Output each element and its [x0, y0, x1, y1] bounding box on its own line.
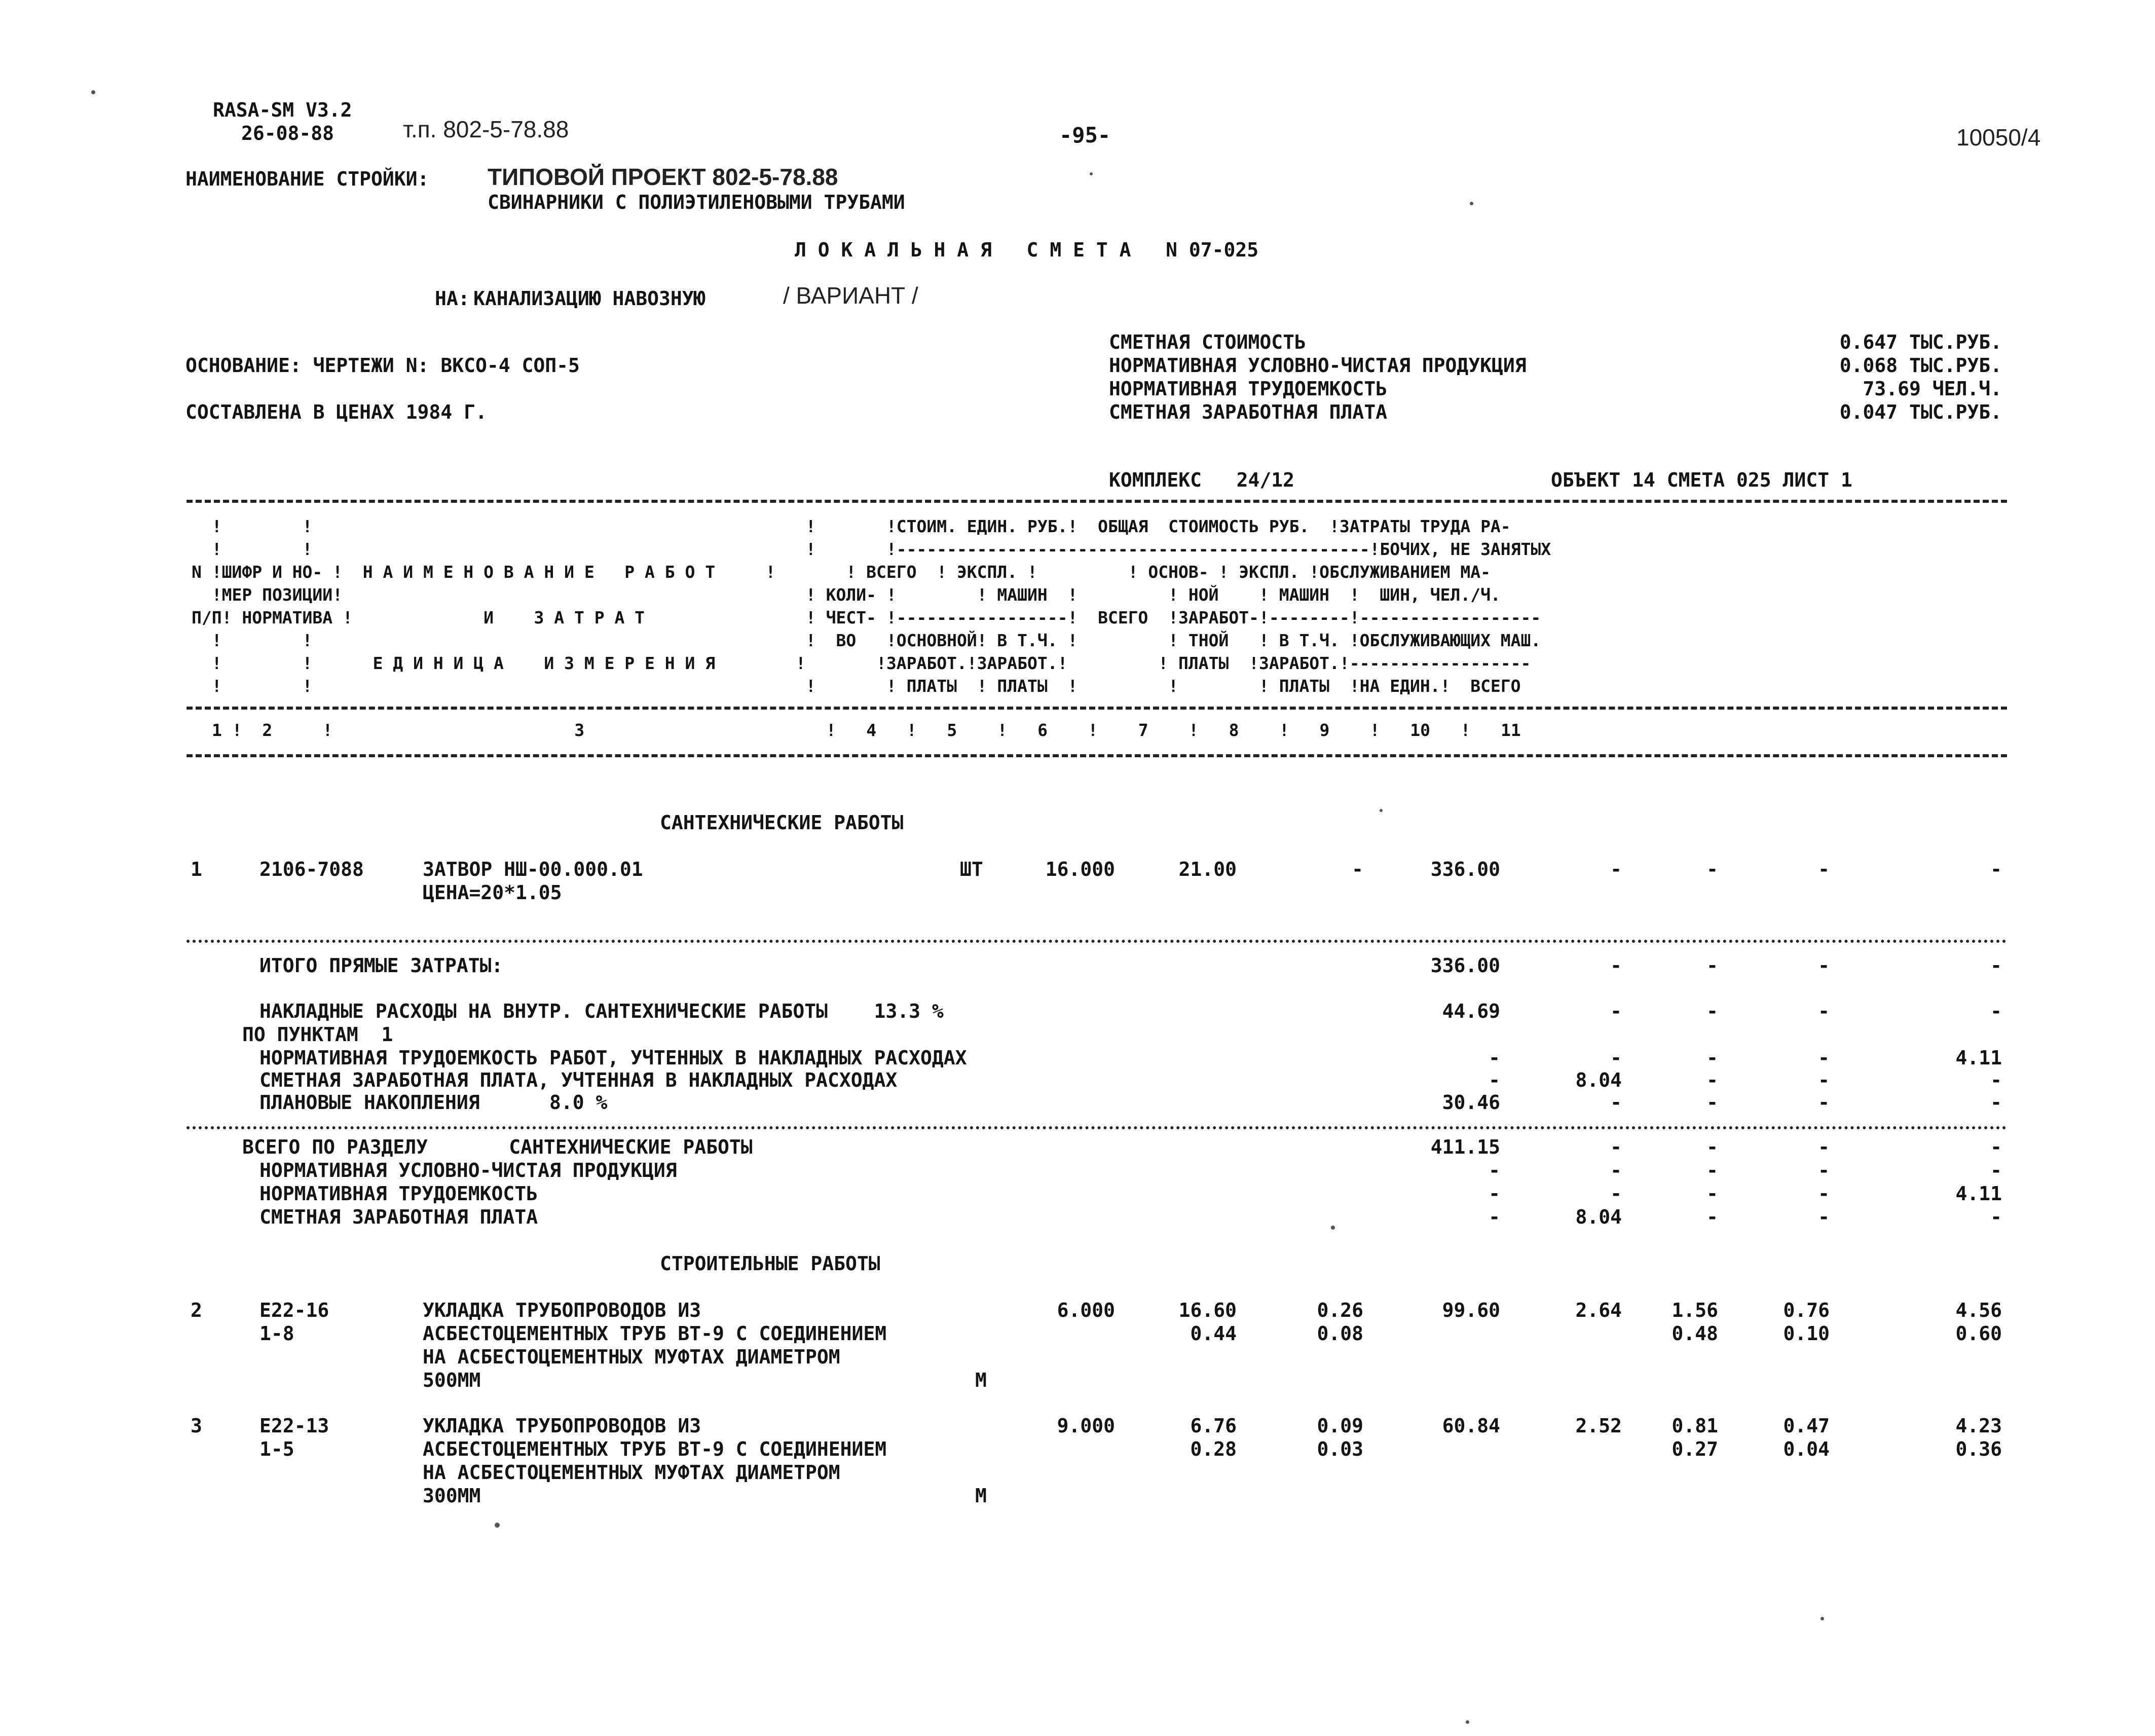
- total-value: -: [1818, 1000, 1830, 1022]
- row-unit: ШТ: [960, 858, 983, 880]
- row-unit-cost-total: 6.76: [1190, 1415, 1237, 1437]
- labor-overhead-label: НОРМАТИВНАЯ ТРУДОЕМКОСТЬ РАБОТ, УЧТЕННЫХ В НАКЛАДНЫХ РАСХОДАХ: [259, 1047, 967, 1069]
- project-reference: т.п. 802-5-78.88: [403, 116, 569, 142]
- total-value: -: [1489, 1047, 1500, 1069]
- row-base-wage: -: [1610, 858, 1622, 880]
- total-value: -: [1610, 1091, 1622, 1114]
- scan-speck: [495, 1523, 500, 1528]
- row-base-wage: 2.52: [1575, 1415, 1622, 1437]
- total-value: 8.04: [1575, 1069, 1622, 1091]
- total-value: -: [1990, 1159, 2002, 1181]
- direct-costs-label: ИТОГО ПРЯМЫЕ ЗАТРАТЫ:: [259, 954, 503, 977]
- price-level-line: СОСТАВЛЕНА В ЦЕНАХ 1984 Г.: [185, 401, 487, 423]
- nup-label: НОРМАТИВНАЯ УСЛОВНО-ЧИСТАЯ ПРОДУКЦИЯ: [259, 1159, 677, 1181]
- for-label: НА:: [435, 287, 470, 310]
- scan-speck: [1470, 202, 1473, 205]
- total-value: -: [1818, 1069, 1830, 1091]
- summary-label: НОРМАТИВНАЯ УСЛОВНО-ЧИСТАЯ ПРОДУКЦИЯ: [1109, 354, 1527, 377]
- row-labor-per-unit: 0.47: [1783, 1415, 1830, 1437]
- row-unit-base-wage: 0.44: [1190, 1322, 1237, 1345]
- scan-speck: [1820, 1617, 1824, 1620]
- total-value: -: [1610, 1136, 1622, 1158]
- row-code-sub: 1-5: [259, 1438, 294, 1460]
- header-bottom-rule: [187, 754, 2007, 757]
- header-line: ! ! ! !-----------------------------------------------!БОЧИХ, НЕ ЗАНЯТЫХ: [192, 539, 1551, 559]
- total-value: -: [1610, 954, 1622, 977]
- row-machines-wage: 0.27: [1671, 1438, 1718, 1460]
- row-machines-cost: 1.56: [1671, 1299, 1718, 1321]
- row-name-line: УКЛАДКА ТРУБОПРОВОДОВ ИЗ: [423, 1299, 701, 1321]
- row-quantity: 6.000: [1057, 1299, 1115, 1321]
- total-value: -: [1706, 1159, 1718, 1181]
- total-value: -: [1818, 1091, 1830, 1114]
- by-items-label: ПО ПУНКТАМ 1: [242, 1023, 393, 1046]
- row-machine-labor-total: 0.60: [1955, 1322, 2002, 1345]
- total-value: -: [1990, 1091, 2002, 1114]
- scan-speck: [1090, 172, 1093, 175]
- row-total-cost: 336.00: [1430, 858, 1500, 880]
- total-value: -: [1489, 1159, 1500, 1181]
- scan-speck: [1466, 1720, 1469, 1724]
- total-value: -: [1610, 1000, 1622, 1022]
- row-machine-labor-per-unit: 0.04: [1783, 1438, 1830, 1460]
- total-value: -: [1990, 954, 2002, 977]
- planned-savings-label: ПЛАНОВЫЕ НАКОПЛЕНИЯ 8.0 %: [259, 1091, 608, 1114]
- row-machine-labor-total: 0.36: [1955, 1438, 2002, 1460]
- row-unit-machine-wage: 0.03: [1317, 1438, 1363, 1460]
- row-unit-base-wage: 0.28: [1190, 1438, 1237, 1460]
- construction-subtitle: СВИНАРНИКИ С ПОЛИЭТИЛЕНОВЫМИ ТРУБАМИ: [488, 191, 905, 213]
- summary-value: 73.69 ЧЕЛ.Ч.: [1863, 378, 2002, 400]
- total-value: 4.11: [1955, 1047, 2002, 1069]
- header-line: ! ! ! ВО !ОСНОВНОЙ! В Т.Ч. ! ! ТНОЙ ! В Т.Ч. !ОБСЛУЖИВАЮЩИХ МАШ.: [192, 631, 1541, 650]
- total-value: -: [1818, 1136, 1830, 1158]
- header-line: !МЕР ПОЗИЦИИ! ! КОЛИ- ! ! МАШИН ! ! НОЙ ! МАШИН ! ШИН, ЧЕЛ./Ч.: [192, 585, 1501, 605]
- total-value: 4.11: [1955, 1183, 2002, 1205]
- header-rule: [187, 707, 2007, 710]
- total-value: 336.00: [1430, 954, 1500, 977]
- total-value: -: [1706, 1183, 1718, 1205]
- section-title: САНТЕХНИЧЕСКИЕ РАБОТЫ: [660, 811, 904, 834]
- header-line: N !ШИФР И НО- ! Н А И М Е Н О В А Н И Е Р А Б О Т ! ! ВСЕГО ! ЭКСПЛ. ! ! ОСНОВ- ! ЭКСПЛ. !ОБСЛУЖИВАНИЕМ МА-: [192, 562, 1491, 582]
- row-labor-total: 4.56: [1955, 1299, 2002, 1321]
- header-line: ! ! ! ! ПЛАТЫ ! ПЛАТЫ ! ! ! ПЛАТЫ !НА ЕДИН.! ВСЕГО: [192, 676, 1521, 696]
- row-machines-cost: -: [1706, 858, 1718, 880]
- total-value: -: [1818, 1183, 1830, 1205]
- total-value: -: [1706, 1000, 1718, 1022]
- total-value: -: [1489, 1206, 1500, 1228]
- summary-value: 0.047 ТЫС.РУБ.: [1839, 401, 2002, 423]
- total-value: 411.15: [1430, 1136, 1500, 1158]
- total-value: 30.46: [1442, 1091, 1500, 1114]
- row-labor-total: -: [1990, 858, 2002, 880]
- header-line: П/П! НОРМАТИВА ! И З А Т Р А Т ! ЧЕСТ- !-----------------! ВСЕГО !ЗАРАБОТ-!--------!------------------: [192, 608, 1541, 627]
- row-base-wage: 2.64: [1575, 1299, 1622, 1321]
- header-line: ! ! Е Д И Н И Ц А И З М Е Р Е Н И Я ! !ЗАРАБОТ.!ЗАРАБОТ.! ! ПЛАТЫ !ЗАРАБОТ.!------------------: [192, 653, 1531, 673]
- summary-label: НОРМАТИВНАЯ ТРУДОЕМКОСТЬ: [1109, 378, 1388, 400]
- total-value: -: [1990, 1136, 2002, 1158]
- total-value: -: [1706, 1136, 1718, 1158]
- row-name-line: УКЛАДКА ТРУБОПРОВОДОВ ИЗ: [423, 1415, 701, 1437]
- column-numbers: 1 ! 2 ! 3 ! 4 ! 5 ! 6 ! 7 ! 8 ! 9 ! 10 ! 11: [212, 720, 1521, 740]
- row-labor-per-unit: -: [1818, 858, 1830, 880]
- row-unit-cost-machines: 0.09: [1317, 1415, 1363, 1437]
- total-value: -: [1610, 1159, 1622, 1181]
- total-value: -: [1818, 1206, 1830, 1228]
- row-code: Е22-16: [259, 1299, 329, 1321]
- row-number: 1: [191, 858, 202, 880]
- total-value: -: [1610, 1183, 1622, 1205]
- total-value: -: [1706, 954, 1718, 977]
- total-value: -: [1706, 1206, 1718, 1228]
- overhead-label: НАКЛАДНЫЕ РАСХОДЫ НА ВНУТР. САНТЕХНИЧЕСКИЕ РАБОТЫ 13.3 %: [259, 1000, 944, 1022]
- row-unit-cost-total: 21.00: [1178, 858, 1237, 880]
- scan-speck: [1331, 1226, 1335, 1230]
- print-date: 26-08-88: [241, 122, 335, 144]
- row-name-line: ЦЕНА=20*1.05: [423, 881, 562, 904]
- total-value: 8.04: [1575, 1206, 1622, 1228]
- row-total-cost: 99.60: [1442, 1299, 1500, 1321]
- row-name-line: НА АСБЕСТОЦЕМЕНТНЫХ МУФТАХ ДИАМЕТРОМ: [423, 1461, 840, 1484]
- construction-label: НАИМЕНОВАНИЕ СТРОЙКИ:: [185, 168, 429, 190]
- variant-note: / ВАРИАНТ /: [783, 282, 918, 309]
- scan-speck: [91, 90, 95, 94]
- row-unit-machine-wage: 0.08: [1317, 1322, 1363, 1345]
- wage-overhead-label: СМЕТНАЯ ЗАРАБОТНАЯ ПЛАТА, УЧТЕННАЯ В НАКЛАДНЫХ РАСХОДАХ: [259, 1069, 898, 1091]
- dotted-rule: [187, 940, 2007, 943]
- row-quantity: 16.000: [1045, 858, 1115, 880]
- total-value: -: [1990, 1000, 2002, 1022]
- row-unit-cost-total: 16.60: [1178, 1299, 1237, 1321]
- row-labor-per-unit: 0.76: [1783, 1299, 1830, 1321]
- page-number: -95-: [1059, 123, 1111, 147]
- total-value: 44.69: [1442, 1000, 1500, 1022]
- summary-value: 0.068 ТЫС.РУБ.: [1839, 354, 2002, 377]
- row-labor-total: 4.23: [1955, 1415, 2002, 1437]
- total-value: -: [1818, 1047, 1830, 1069]
- row-name-line: НА АСБЕСТОЦЕМЕНТНЫХ МУФТАХ ДИАМЕТРОМ: [423, 1346, 840, 1368]
- total-value: -: [1489, 1183, 1500, 1205]
- total-value: -: [1706, 1047, 1718, 1069]
- sheet-reference: 10050/4: [1956, 124, 2041, 151]
- total-value: -: [1818, 954, 1830, 977]
- header-line: ! ! ! !СТОИМ. ЕДИН. РУБ.! ОБЩАЯ СТОИМОСТЬ РУБ. !ЗАТРАТЫ ТРУДА РА-: [192, 516, 1511, 536]
- row-machines-cost: 0.81: [1671, 1415, 1718, 1437]
- dotted-rule: [187, 1126, 2007, 1129]
- total-value: -: [1706, 1091, 1718, 1114]
- row-code: 2106-7088: [259, 858, 364, 880]
- row-unit-cost-machines: 0.26: [1317, 1299, 1363, 1321]
- program-name: RASA-SM V3.2: [213, 99, 352, 121]
- row-machine-labor-per-unit: 0.10: [1783, 1322, 1830, 1345]
- row-name-line: АСБЕСТОЦЕМЕНТНЫХ ТРУБ ВТ-9 С СОЕДИНЕНИЕМ: [423, 1322, 887, 1345]
- total-value: -: [1818, 1159, 1830, 1181]
- row-number: 3: [191, 1415, 202, 1437]
- row-name-line: 300ММ: [423, 1485, 481, 1507]
- summary-value: 0.647 ТЫС.РУБ.: [1839, 331, 2002, 353]
- table-top-rule: [187, 500, 2007, 503]
- for-value: КАНАЛИЗАЦИЮ НАВОЗНУЮ: [473, 287, 705, 310]
- section-title: СТРОИТЕЛЬНЫЕ РАБОТЫ: [660, 1252, 880, 1275]
- total-value: -: [1990, 1206, 2002, 1228]
- row-number: 2: [191, 1299, 202, 1321]
- total-value: -: [1489, 1069, 1500, 1091]
- wage-label: СМЕТНАЯ ЗАРАБОТНАЯ ПЛАТА: [259, 1206, 538, 1228]
- total-value: -: [1706, 1069, 1718, 1091]
- labor-label: НОРМАТИВНАЯ ТРУДОЕМКОСТЬ: [259, 1183, 538, 1205]
- summary-label: СМЕТНАЯ ЗАРАБОТНАЯ ПЛАТА: [1109, 401, 1388, 423]
- row-name-line: 500ММ: [423, 1369, 481, 1391]
- row-code-sub: 1-8: [259, 1322, 294, 1345]
- summary-label: СМЕТНАЯ СТОИМОСТЬ: [1109, 331, 1306, 353]
- total-value: -: [1610, 1047, 1622, 1069]
- row-code: Е22-13: [259, 1415, 329, 1437]
- total-value: -: [1990, 1069, 2002, 1091]
- construction-value: ТИПОВОЙ ПРОЕКТ 802-5-78.88: [488, 164, 838, 190]
- document-title: Л О К А Л Ь Н А Я С М Е Т А N 07-025: [795, 239, 1259, 261]
- section-total-label: ВСЕГО ПО РАЗДЕЛУ САНТЕХНИЧЕСКИЕ РАБОТЫ: [242, 1136, 753, 1158]
- complex-line: КОМПЛЕКС 24/12: [1109, 469, 1295, 491]
- basis-line: ОСНОВАНИЕ: ЧЕРТЕЖИ N: ВКСО-4 СОП-5: [185, 354, 580, 377]
- row-machines-wage: 0.48: [1671, 1322, 1718, 1345]
- row-name-line: АСБЕСТОЦЕМЕНТНЫХ ТРУБ ВТ-9 С СОЕДИНЕНИЕМ: [423, 1438, 887, 1460]
- scan-speck: [1380, 809, 1383, 812]
- row-total-cost: 60.84: [1442, 1415, 1500, 1437]
- row-name-line: ЗАТВОР НШ-00.000.01: [423, 858, 643, 880]
- row-unit-cost-machines: -: [1352, 858, 1363, 880]
- row-quantity: 9.000: [1057, 1415, 1115, 1437]
- row-unit: М: [975, 1369, 987, 1391]
- row-unit: М: [975, 1485, 987, 1507]
- object-line: ОБЪЕКТ 14 СМЕТА 025 ЛИСТ 1: [1551, 469, 1852, 491]
